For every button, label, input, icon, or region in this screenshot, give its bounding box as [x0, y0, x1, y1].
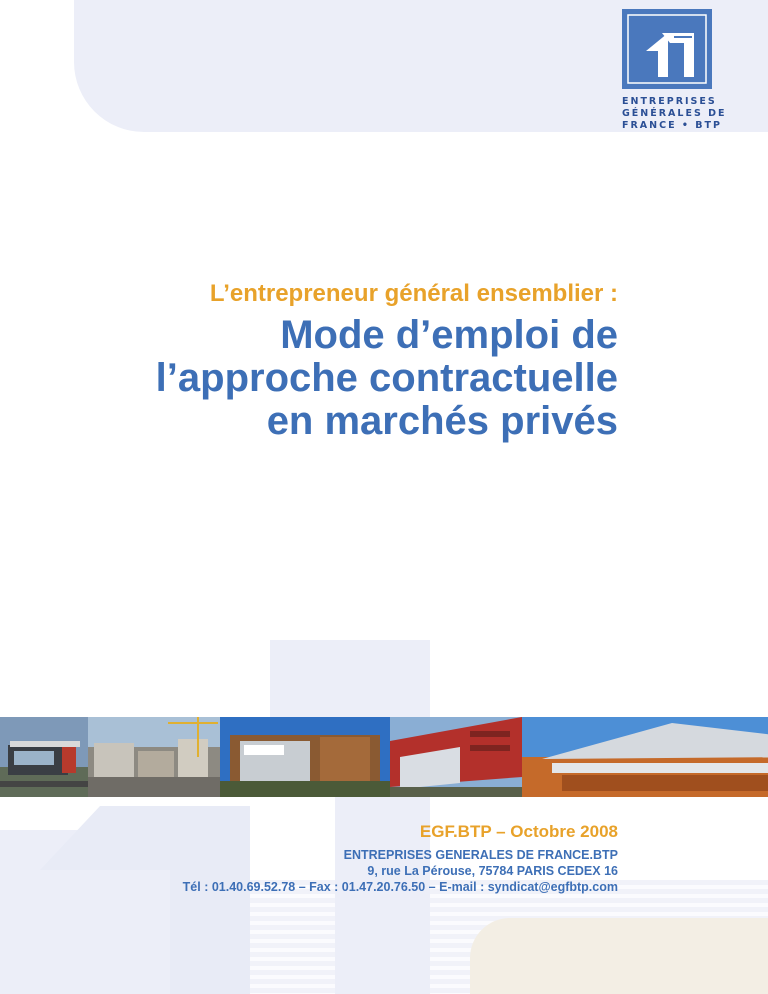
cover-subtitle: L’entrepreneur général ensemblier : — [209, 280, 618, 307]
stadium-canopy-image — [522, 717, 768, 797]
logo-line: GÉNÉRALES DE — [622, 108, 727, 119]
logo-wordmark — [622, 96, 732, 132]
egf-btp-logo-icon — [622, 9, 712, 89]
building-modern-facade-image — [0, 717, 88, 797]
red-residence-building-image — [390, 717, 522, 797]
logo-line: FRANCE • BTP — [622, 120, 722, 131]
title-line: en marchés privés — [266, 399, 618, 443]
contact-info: Tél : 01.40.69.52.78 – Fax : 01.47.20.76.50 – E-mail : syndicat@egfbtp.com — [182, 880, 618, 894]
cover-title — [156, 314, 618, 443]
logo-line: ENTREPRISES — [622, 96, 717, 107]
organization-name: ENTREPRISES GENERALES DE FRANCE.BTP — [343, 848, 618, 862]
edition-label: EGF.BTP – Octobre 2008 — [419, 822, 618, 841]
photo-strip — [0, 717, 768, 797]
construction-site-image — [88, 717, 220, 797]
wooden-clad-building-image — [220, 717, 390, 797]
title-line: l’approche contractuelle — [155, 356, 618, 400]
title-line: Mode d’emploi de — [280, 313, 618, 357]
postal-address: 9, rue La Pérouse, 75784 PARIS CEDEX 16 — [367, 864, 618, 878]
